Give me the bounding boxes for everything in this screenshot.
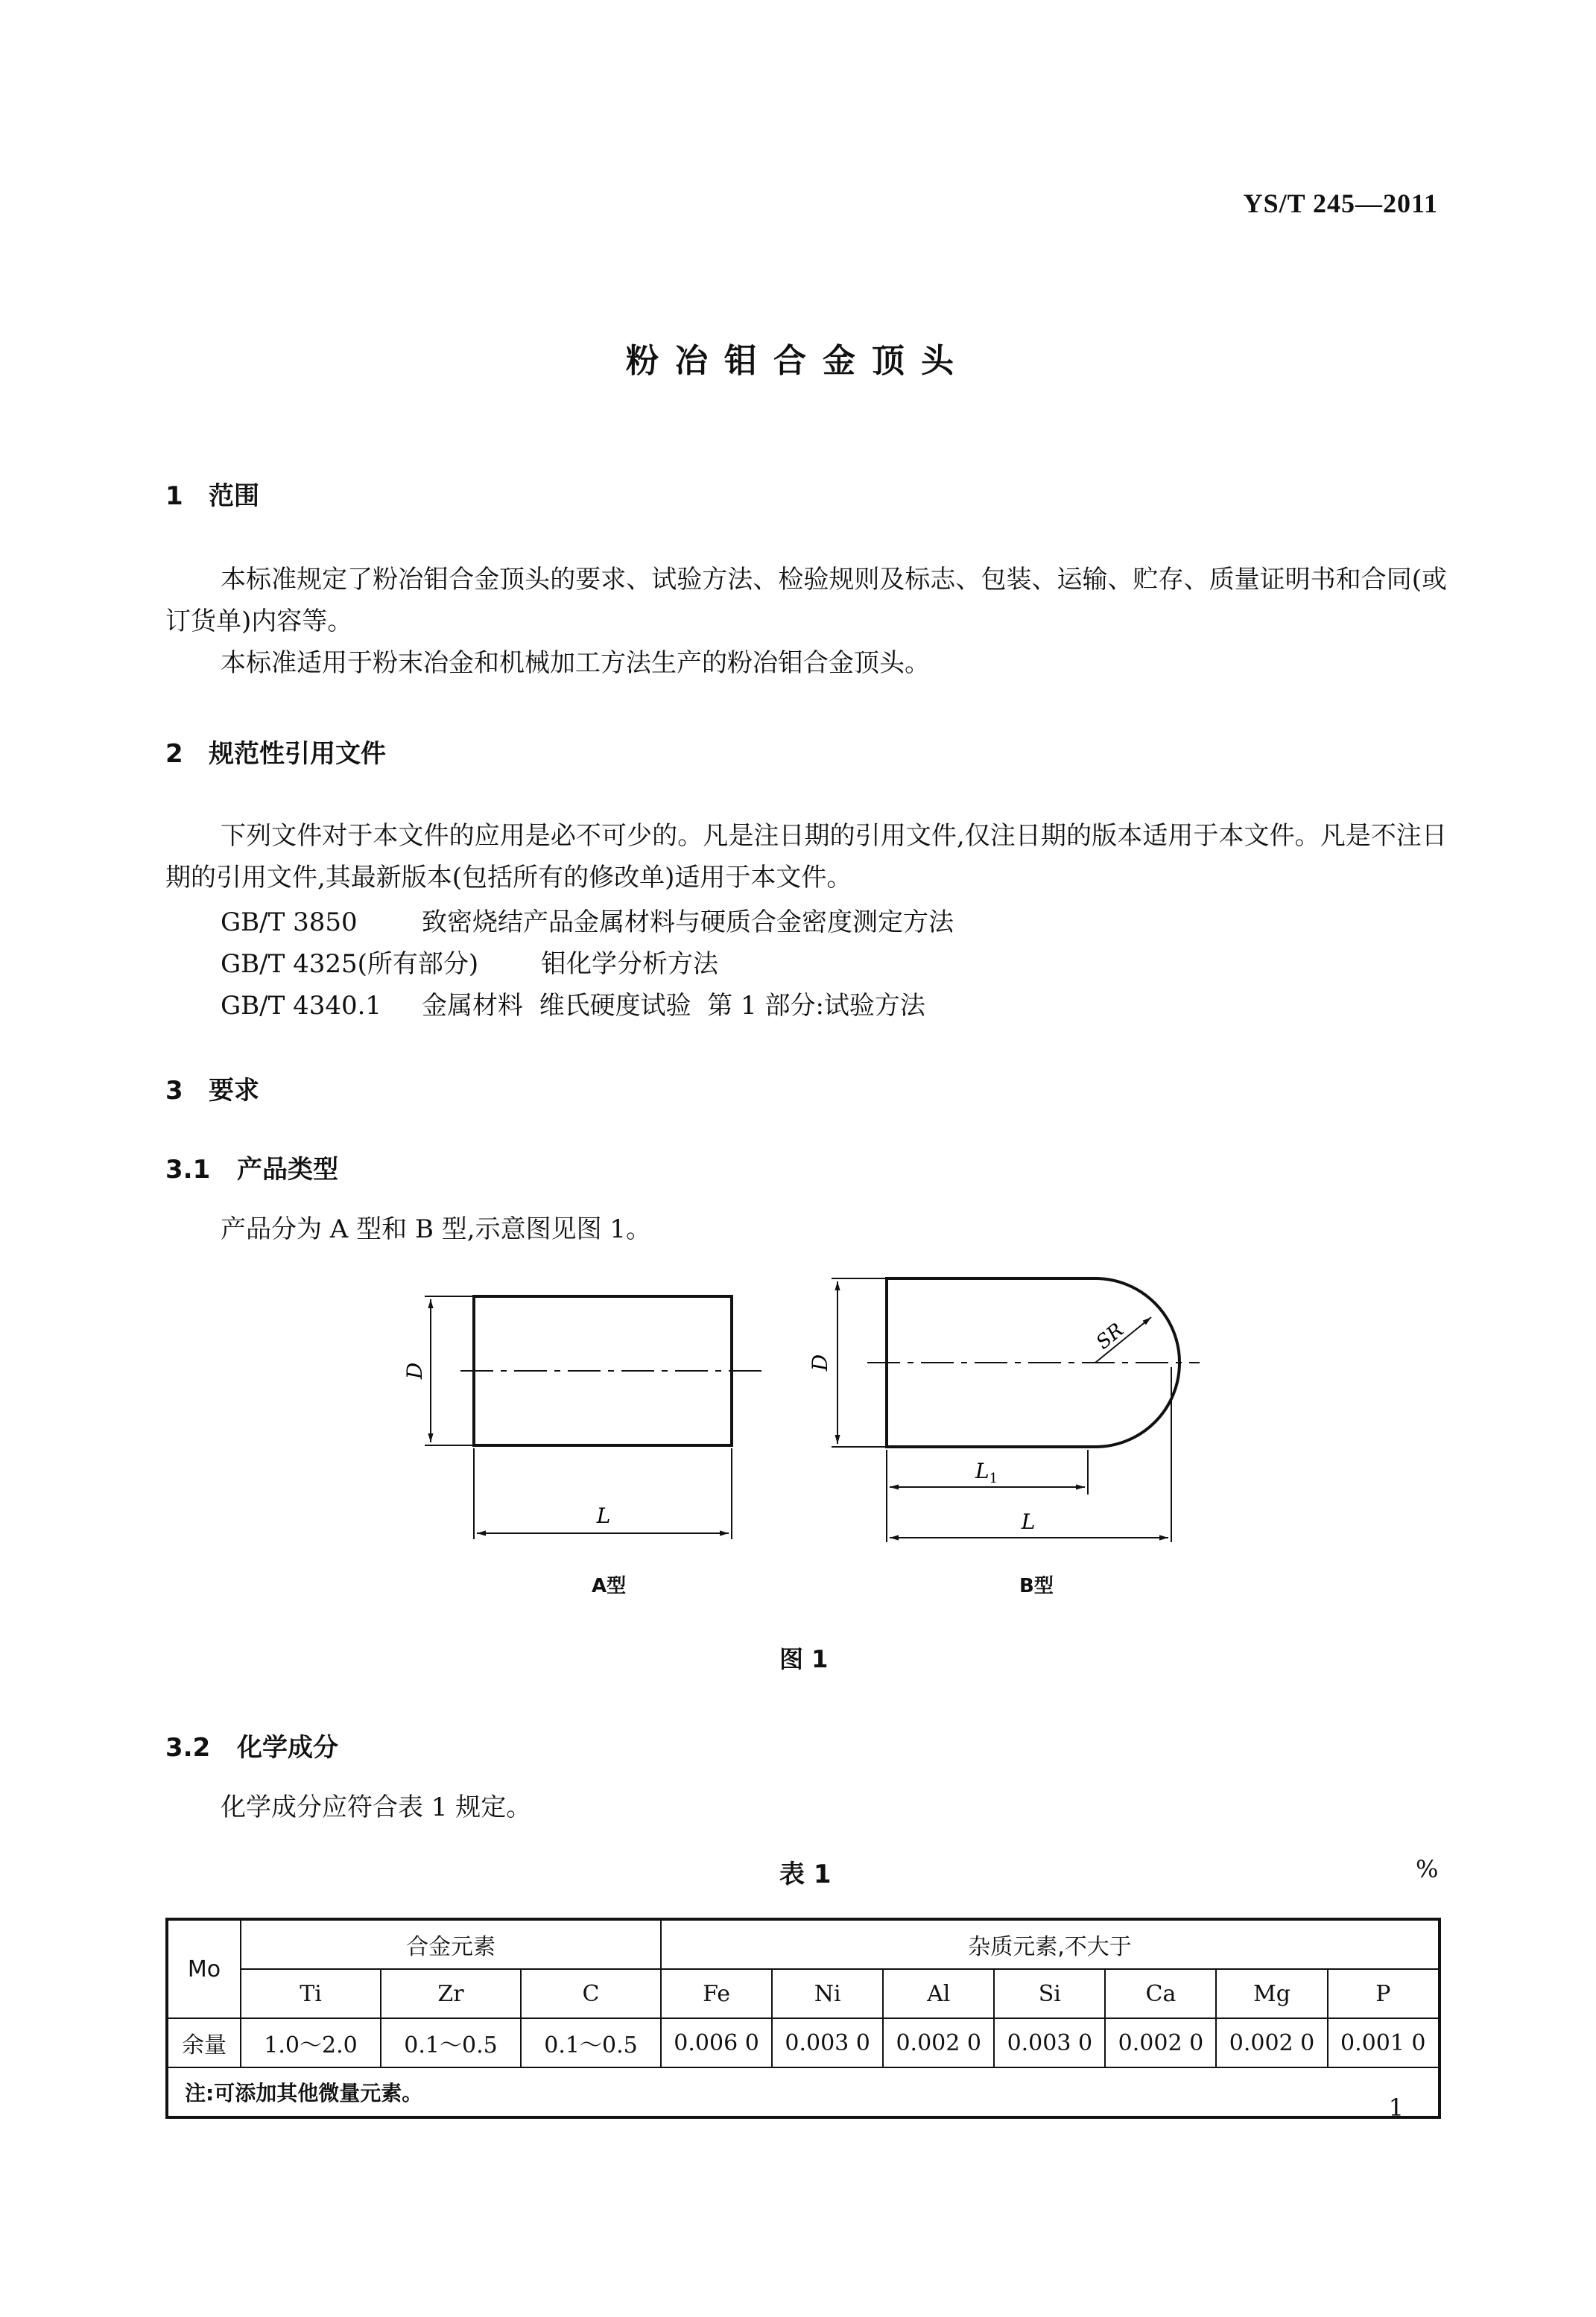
col-ca: Ca — [1105, 1969, 1216, 2018]
paragraph: 本标准规定了粉冶钼合金顶头的要求、试验方法、检验规则及标志、包装、运输、贮存、质量证明书和合同(或订货单)内容等。 — [165, 565, 1447, 636]
figure-caption: 图 1 — [779, 1645, 829, 1673]
table-unit: % — [1416, 1855, 1439, 1883]
type-b-label-l1 — [975, 1459, 998, 1486]
reference-code: GB/T 4325(所有部分) — [221, 949, 479, 979]
col-al: Al — [883, 1969, 994, 2018]
col-ti: Ti — [241, 1969, 381, 2018]
row-label: 余量 — [167, 2018, 241, 2067]
col-p: P — [1328, 1969, 1440, 2018]
section-number: 3 — [165, 1076, 183, 1106]
section-number: 2 — [165, 739, 183, 769]
page-number: 1 — [1388, 2093, 1404, 2122]
col-zr: Zr — [381, 1969, 521, 2018]
type-b-label-sr: SR — [1092, 1319, 1128, 1354]
col-si: Si — [994, 1969, 1105, 2018]
table-note: 注:可添加其他微量元素。 — [167, 2067, 1440, 2117]
paragraph: 产品分为 A 型和 B 型,示意图见图 1。 — [221, 1214, 652, 1244]
type-b-label-l: L — [1021, 1509, 1036, 1534]
cell-c: 0.1～0.5 — [521, 2018, 661, 2067]
table-row — [167, 2018, 1440, 2067]
type-b-label-d: D — [808, 1354, 832, 1372]
col-fe: Fe — [661, 1969, 772, 2018]
cell-zr: 0.1～0.5 — [381, 2018, 521, 2067]
cell-ni: 0.003 0 — [772, 2018, 883, 2067]
l1-main: L — [975, 1459, 989, 1483]
col-mg: Mg — [1216, 1969, 1327, 2018]
type-a-caption: A型 — [592, 1575, 627, 1597]
type-b-caption: B型 — [1019, 1575, 1054, 1597]
section-title: 化学成分 — [237, 1733, 338, 1763]
table-subheader-row — [167, 1969, 1440, 2018]
composition-table — [165, 1918, 1441, 2119]
reference-title: 致密烧结产品金属材料与硬质合金密度测定方法 — [422, 907, 954, 937]
paragraph: 本标准适用于粉末冶金和机械加工方法生产的粉冶钼合金顶头。 — [221, 648, 930, 678]
header-alloy: 合金元素 — [241, 1919, 661, 1969]
section-title: 规范性引用文件 — [209, 739, 386, 769]
cell-mg: 0.002 0 — [1216, 2018, 1327, 2067]
reference-code: GB/T 4340.1 — [221, 991, 382, 1021]
col-ni: Ni — [772, 1969, 883, 2018]
type-a-label-l: L — [596, 1503, 611, 1528]
header-impurity: 杂质元素,不大于 — [661, 1919, 1440, 1969]
type-a-label-d: D — [402, 1362, 427, 1380]
type-b-drawing — [832, 1278, 1200, 1542]
table-header-row — [167, 1919, 1440, 1969]
document-number: YS/T 245—2011 — [1243, 188, 1438, 218]
cell-p: 0.001 0 — [1328, 2018, 1440, 2067]
header-mo: Mo — [167, 1919, 241, 2018]
paragraph: 化学成分应符合表 1 规定。 — [221, 1793, 532, 1822]
cell-ca: 0.002 0 — [1105, 2018, 1216, 2067]
cell-ti: 1.0～2.0 — [241, 2018, 381, 2067]
cell-al: 0.002 0 — [883, 2018, 994, 2067]
reference-title: 金属材料 维氏硬度试验 第 1 部分:试验方法 — [422, 991, 925, 1021]
page-title: 粉冶钼合金顶头 — [626, 342, 970, 380]
table-note-row — [167, 2067, 1440, 2117]
cell-si: 0.003 0 — [994, 2018, 1105, 2067]
reference-code: GB/T 3850 — [221, 907, 358, 937]
cell-fe: 0.006 0 — [661, 2018, 772, 2067]
paragraph: 下列文件对于本文件的应用是必不可少的。凡是注日期的引用文件,仅注日期的版本适用于本文件。凡是不注日期的引用文件,其最新版本(包括所有的修改单)适用于本文件。 — [165, 821, 1447, 893]
table-caption: 表 1 — [779, 1860, 832, 1889]
section-3-2-heading — [165, 1727, 338, 1763]
l1-subscript: 1 — [989, 1471, 998, 1486]
section-title: 产品类型 — [237, 1155, 338, 1185]
section-title: 范围 — [209, 481, 259, 511]
section-number: 1 — [165, 481, 183, 511]
section-number: 3.2 — [165, 1733, 211, 1763]
col-c: C — [521, 1969, 661, 2018]
reference-title: 钼化学分析方法 — [541, 949, 718, 979]
section-title: 要求 — [209, 1076, 259, 1106]
section-number: 3.1 — [165, 1155, 211, 1185]
type-a-drawing — [425, 1296, 763, 1539]
